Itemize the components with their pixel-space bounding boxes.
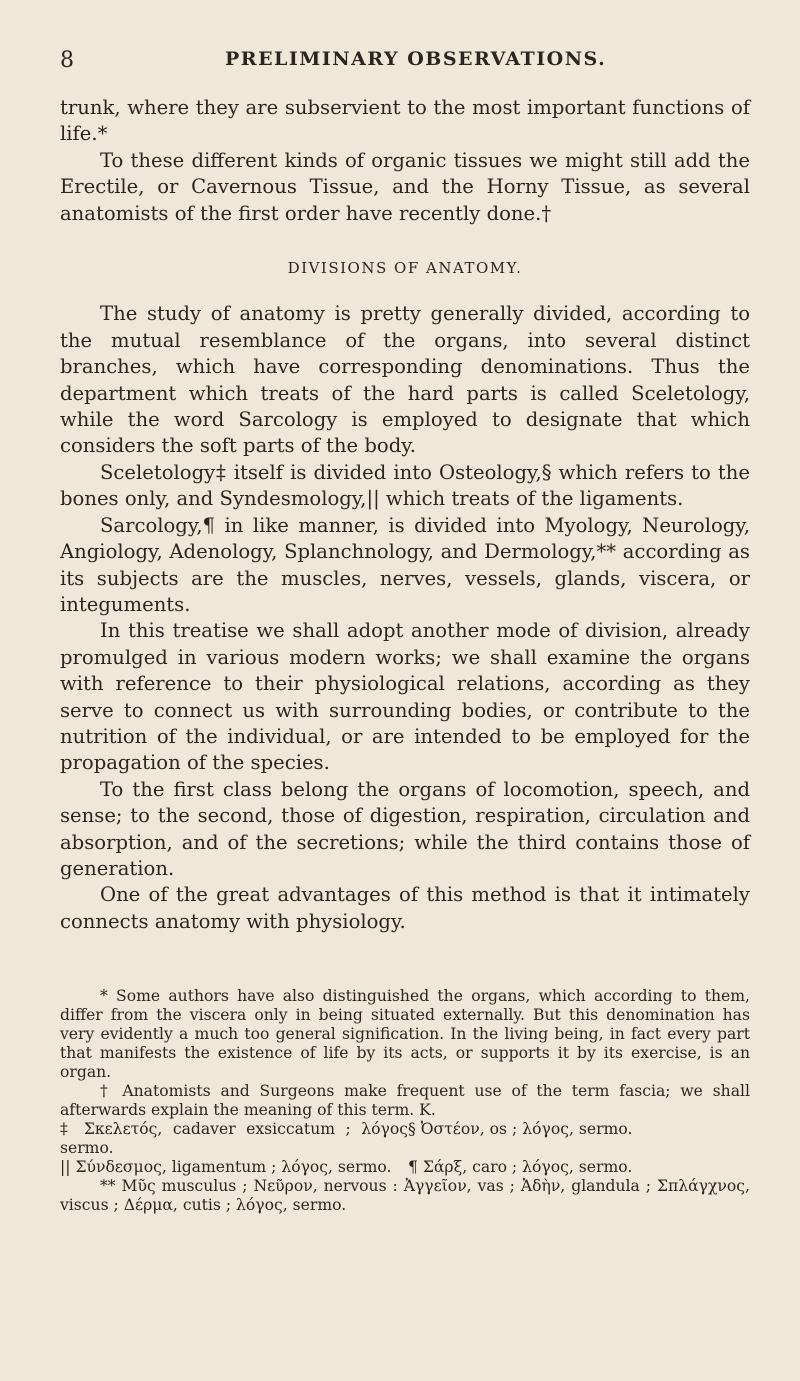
footnote: || Σύνδεσμος, ligamentum ; λόγος, sermo. (60, 1158, 392, 1176)
running-title: PRELIMINARY OBSERVATIONS. (225, 48, 607, 70)
footnote: † Anatomists and Surgeons make frequent use of the term fascia; we shall afterwards explain the meaning of this term. K. (60, 1082, 750, 1119)
paragraph: trunk, where they are subservient to the most important functions of life.* (60, 96, 750, 146)
footnote: ‡ Σκελετός, cadaver exsiccatum ; λόγος sermo. (60, 1120, 408, 1157)
footnotes (60, 987, 750, 1215)
section-heading: DIVISIONS OF ANATOMY. (287, 259, 523, 278)
paragraph: One of the great advantages of this method is that it intimately connects anatomy with physiology. (60, 883, 750, 933)
footnote: § Ὀστέον, os ; λόγος, sermo. (408, 1120, 633, 1138)
footnote-row (60, 1158, 750, 1177)
paragraph: Sarcology,¶ in like manner, is divided into Myology, Neurology, Angiology, Adenology, Splanchnology, and Dermology,** according as its subjects are the muscles, nerves, vessels, glands, viscera, or integuments. (60, 513, 750, 616)
page-number: 8 (60, 48, 76, 73)
paragraph: In this treatise we shall adopt another mode of division, already promulged in various modern works; we shall examine the organs with reference to their physiological relations, according as they serve to connect us with surrounding bodies, or contribute to the nutrition of the individual, or are intended to be employed for the propagation of the species. (60, 619, 750, 775)
paragraph: Sceletology‡ itself is divided into Osteology,§ which refers to the bones only, and Syndesmology,|| which treats of the ligaments. (60, 460, 750, 511)
paragraph: To the first class belong the organs of locomotion, speech, and sense; to the second, those of digestion, respiration, circulation and absorption, and of the secretions; while the third contains those of generation. (60, 777, 750, 880)
paragraph: To these different kinds of organic tissues we might still add the Erectile, or Cavernous Tissue, and the Horny Tissue, as several anatomists of the first order have recently done.† (60, 148, 750, 225)
paragraph: The study of anatomy is pretty generally divided, according to the mutual resemblance of the organs, into several distinct branches, which have corresponding denominations. Thus the department which treats of the hard parts is called Sceletology, while the word Sarcology is employed to designate that which considers the soft parts of the body. (60, 302, 750, 458)
footnote-row (60, 1120, 750, 1158)
footnote: * Some authors have also distinguished the organs, which according to them, differ from the viscera only in being situated externally. But this denomination has very evidently a much too general signification. In the living being, in fact every part that manifests the existence of life by its acts, or supports it by its exercise, is an organ. (60, 987, 750, 1081)
footnote: ** Μῦς musculus ; Νεῦρον, nervous : Ἀγγεῖον, vas ; Ἀδὴν, glandula ; Σπλάγχνος, viscus ; Δέρμα, cutis ; λόγος, sermo. (60, 1177, 750, 1214)
footnote: ¶ Σάρξ, caro ; λόγος, sermo. (408, 1158, 633, 1176)
body-text (60, 95, 750, 935)
